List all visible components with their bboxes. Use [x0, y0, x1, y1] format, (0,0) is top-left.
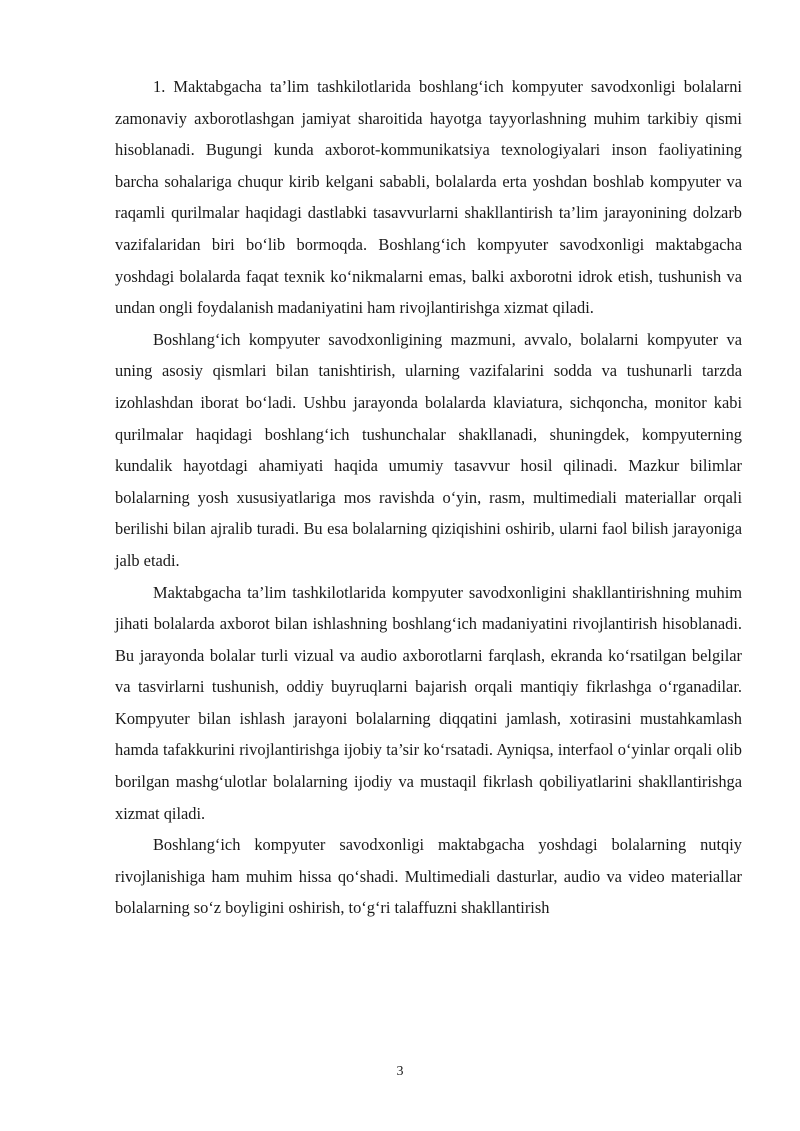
paragraph-3: Maktabgacha ta’lim tashkilotlarida kompyuter savodxonligini shakllantirishning muhim jihati bolalarda axborot bilan ishlashning boshlang‘ich madaniyatini rivojlantirish hisoblanadi. Bu jarayonda bolalar turli vizual va audio axborotlarni farqlash, ekranda ko‘rsatilgan belgilar va tasvirlarni tushunish, oddiy buyruqlarni bajarish orqali mantiqiy fikrlashga o‘rganadilar. Kompyuter bilan ishlash jarayoni bolalarning diqqatini jamlash, xotirasini mustahkamlash hamda tafakkurini rivojlantirishga ijobiy ta’sir ko‘rsatadi. Ayniqsa, interfaol o‘yinlar orqali olib borilgan mashg‘ulotlar bolalarning ijodiy va mustaqil fikrlash qobiliyatlarini shakllantirishga xizmat qiladi.	[115, 582, 742, 823]
paragraph-1: 1. Maktabgacha ta’lim tashkilotlarida boshlang‘ich kompyuter savodxonligi bolalarni zamonaviy axborotlashgan jamiyat sharoitida hayotga tayyorlashning muhim tarkibiy qismi hisoblanadi. Bugungi kunda axborot-kommunikatsiya texnologiyalari inson faoliyatining barcha sohalariga chuqur kirib kelgani sababli, bolalarda erta yoshdan boshlab kompyuter va raqamli qurilmalar haqidagi dastlabki tasavvurlarni shakllantirish ta’lim jarayonining dolzarb vazifalaridan biri bo‘lib bormoqda. Boshlang‘ich kompyuter savodxonligi maktabgacha yoshdagi bolalarda faqat texnik ko‘nikmalarni emas, balki axborotni idrok etish, tushunish va undan ongli foydalanish madaniyatini ham rivojlantirishga xizmat qiladi.	[115, 77, 742, 318]
paragraph-2: Boshlang‘ich kompyuter savodxonligining mazmuni, avvalo, bolalarni kompyuter va uning asosiy qismlari bilan tanishtirish, ularning vazifalarini sodda va tushunarli tarzda izohlashdan iborat bo‘ladi. Ushbu jarayonda bolalarda klaviatura, sichqoncha, monitor kabi qurilmalar haqidagi boshlang‘ich tushunchalar shakllanadi, shuningdek, kompyuterning kundalik hayotdagi ahamiyati haqida umumiy tasavvur hosil qilinadi. Mazkur bilimlar bolalarning yosh xususiyatlariga mos ravishda o‘yin, rasm, multimediali materiallar orqali berilishi bilan ajralib turadi. Bu esa bolalarning qiziqishini oshirib, ularni faol bilish jarayoniga jalb etadi.	[115, 329, 742, 570]
page-number: 3	[396, 1064, 404, 1079]
paragraph-4: Boshlang‘ich kompyuter savodxonligi maktabgacha yoshdagi bolalarning nutqiy rivojlanishiga ham muhim hissa qo‘shadi. Multimediali dasturlar, audio va video materiallar bolalarning so‘z boyligini oshirish, to‘g‘ri talaffuzni shakllantirish	[115, 835, 742, 918]
document-body	[115, 71, 742, 924]
